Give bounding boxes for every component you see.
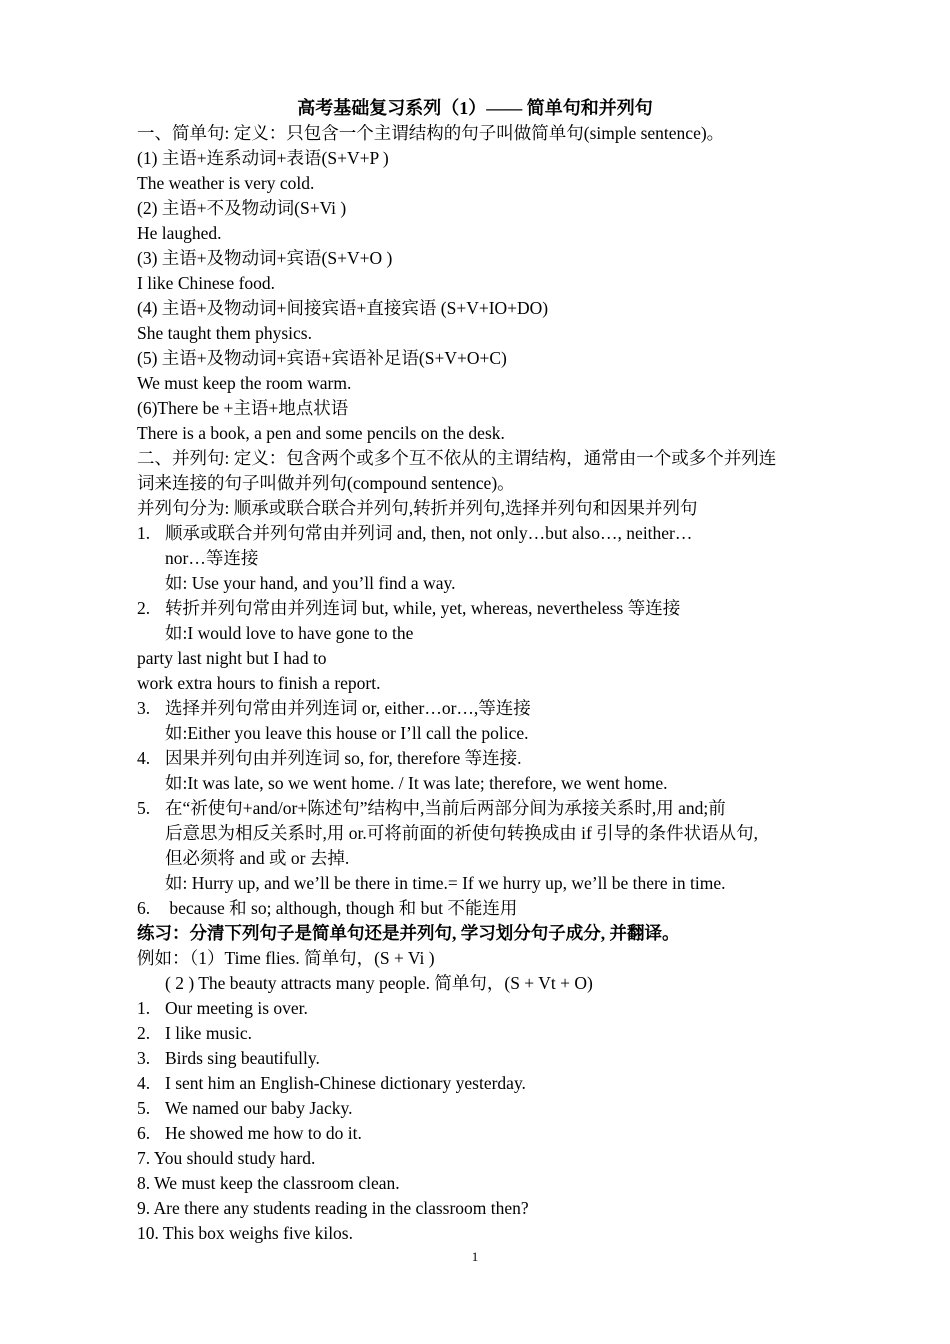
list-item	[137, 521, 827, 546]
document-body	[137, 96, 827, 1246]
list-number: 4.	[137, 748, 151, 768]
list-item	[137, 796, 827, 821]
list-example: 如: Use your hand, and you’ll find a way.	[165, 573, 456, 593]
pattern-example: We must keep the room warm.	[137, 373, 352, 393]
pattern-label: (1) 主语+连系动词+表语(S+V+P )	[137, 148, 389, 168]
list-text-cont: nor…等连接	[165, 548, 259, 568]
pattern-label: (2) 主语+不及物动词(S+Vi )	[137, 198, 347, 218]
list-text: 顺承或联合并列句常由并列词 and, then, not only…but also…, neither…	[165, 523, 693, 543]
practice-example: 例如：（1）Time flies. 简单句，(S + Vi )	[137, 948, 435, 968]
pattern-example: I like Chinese food.	[137, 273, 276, 293]
list-number: 5.	[137, 798, 151, 818]
list-number: 2.	[137, 1023, 151, 1043]
list-text: 在“祈使句+and/or+陈述句”结构中,当前后两部分间为承接关系时,用 and;前	[165, 798, 726, 818]
practice-item: 8. We must keep the classroom clean.	[137, 1173, 400, 1193]
practice-example: ( 2 ) The beauty attracts many people. 简单句，(S + Vt + O)	[165, 973, 593, 993]
list-number: 3.	[137, 1048, 151, 1068]
compound-sentence-definition: 二、并列句: 定义：包含两个或多个互不依从的主谓结构，通常由一个或多个并列连	[137, 448, 777, 468]
list-example: 如:It was late, so we went home. / It was late; therefore, we went home.	[165, 773, 668, 793]
practice-item: 7. You should study hard.	[137, 1148, 316, 1168]
list-text-cont: 但必须将 and 或 or 去掉.	[165, 848, 350, 868]
practice-item: 10. This box weighs five kilos.	[137, 1223, 353, 1243]
list-text-cont: 后意思为相反关系时,用 or.可将前面的祈使句转换成由 if 引导的条件状语从句,	[165, 823, 759, 843]
practice-item	[137, 1121, 827, 1146]
list-item	[137, 746, 827, 771]
list-number: 1.	[137, 998, 151, 1018]
pattern-label: (3) 主语+及物动词+宾语(S+V+O )	[137, 248, 393, 268]
list-number: 3.	[137, 698, 151, 718]
practice-item	[137, 1021, 827, 1046]
list-example: 如:I would love to have gone to the	[165, 623, 414, 643]
practice-item	[137, 1046, 827, 1071]
page-number: 1	[471, 1249, 479, 1264]
pattern-example: She taught them physics.	[137, 323, 312, 343]
pattern-example: There is a book, a pen and some pencils on the desk.	[137, 423, 505, 443]
list-item	[137, 696, 827, 721]
compound-sentence-definition-cont: 词来连接的句子叫做并列句(compound sentence)。	[137, 473, 515, 493]
practice-text: He showed me how to do it.	[165, 1123, 362, 1143]
practice-item	[137, 1096, 827, 1121]
list-text: 转折并列句常由并列连词 but, while, yet, whereas, nevertheless 等连接	[165, 598, 681, 618]
pattern-label: (4) 主语+及物动词+间接宾语+直接宾语 (S+V+IO+DO)	[137, 298, 549, 318]
pattern-label: (6)There be +主语+地点状语	[137, 398, 349, 418]
list-text: 因果并列句由并列连词 so, for, therefore 等连接.	[165, 748, 522, 768]
practice-text: Birds sing beautifully.	[165, 1048, 320, 1068]
list-number: 4.	[137, 1073, 151, 1093]
list-example: 如: Hurry up, and we’ll be there in time.= If we hurry up, we’ll be there in time.	[165, 873, 726, 893]
practice-text: We named our baby Jacky.	[165, 1098, 353, 1118]
practice-heading: 练习：分清下列句子是简单句还是并列句, 学习划分句子成分, 并翻译。	[137, 923, 680, 943]
compound-categories: 并列句分为: 顺承或联合联合并列句,转折并列句,选择并列句和因果并列句	[137, 498, 698, 518]
practice-text: I sent him an English-Chinese dictionary yesterday.	[165, 1073, 526, 1093]
list-number: 5.	[137, 1098, 151, 1118]
list-item	[137, 896, 827, 921]
simple-sentence-definition: 一、简单句: 定义：只包含一个主谓结构的句子叫做简单句(simple sentence)。	[137, 123, 725, 143]
list-text: 选择并列句常由并列连词 or, either…or…,等连接	[165, 698, 531, 718]
page-title: 高考基础复习系列（1）—— 简单句和并列句	[297, 98, 653, 118]
list-example-cont: work extra hours to finish a report.	[137, 673, 381, 693]
list-text: because 和 so; although, though 和 but 不能连用	[165, 898, 518, 918]
pattern-label: (5) 主语+及物动词+宾语+宾语补足语(S+V+O+C)	[137, 348, 507, 368]
list-item	[137, 596, 827, 621]
list-number: 6.	[137, 898, 151, 918]
practice-item: 9. Are there any students reading in the classroom then?	[137, 1198, 529, 1218]
pattern-example: He laughed.	[137, 223, 222, 243]
list-number: 1.	[137, 523, 151, 543]
practice-item	[137, 996, 827, 1021]
practice-text: Our meeting is over.	[165, 998, 308, 1018]
pattern-example: The weather is very cold.	[137, 173, 315, 193]
practice-item	[137, 1071, 827, 1096]
list-example: 如:Either you leave this house or I’ll call the police.	[165, 723, 529, 743]
list-number: 6.	[137, 1123, 151, 1143]
practice-text: I like music.	[165, 1023, 252, 1043]
list-example-cont: party last night but I had to	[137, 648, 327, 668]
list-number: 2.	[137, 598, 151, 618]
